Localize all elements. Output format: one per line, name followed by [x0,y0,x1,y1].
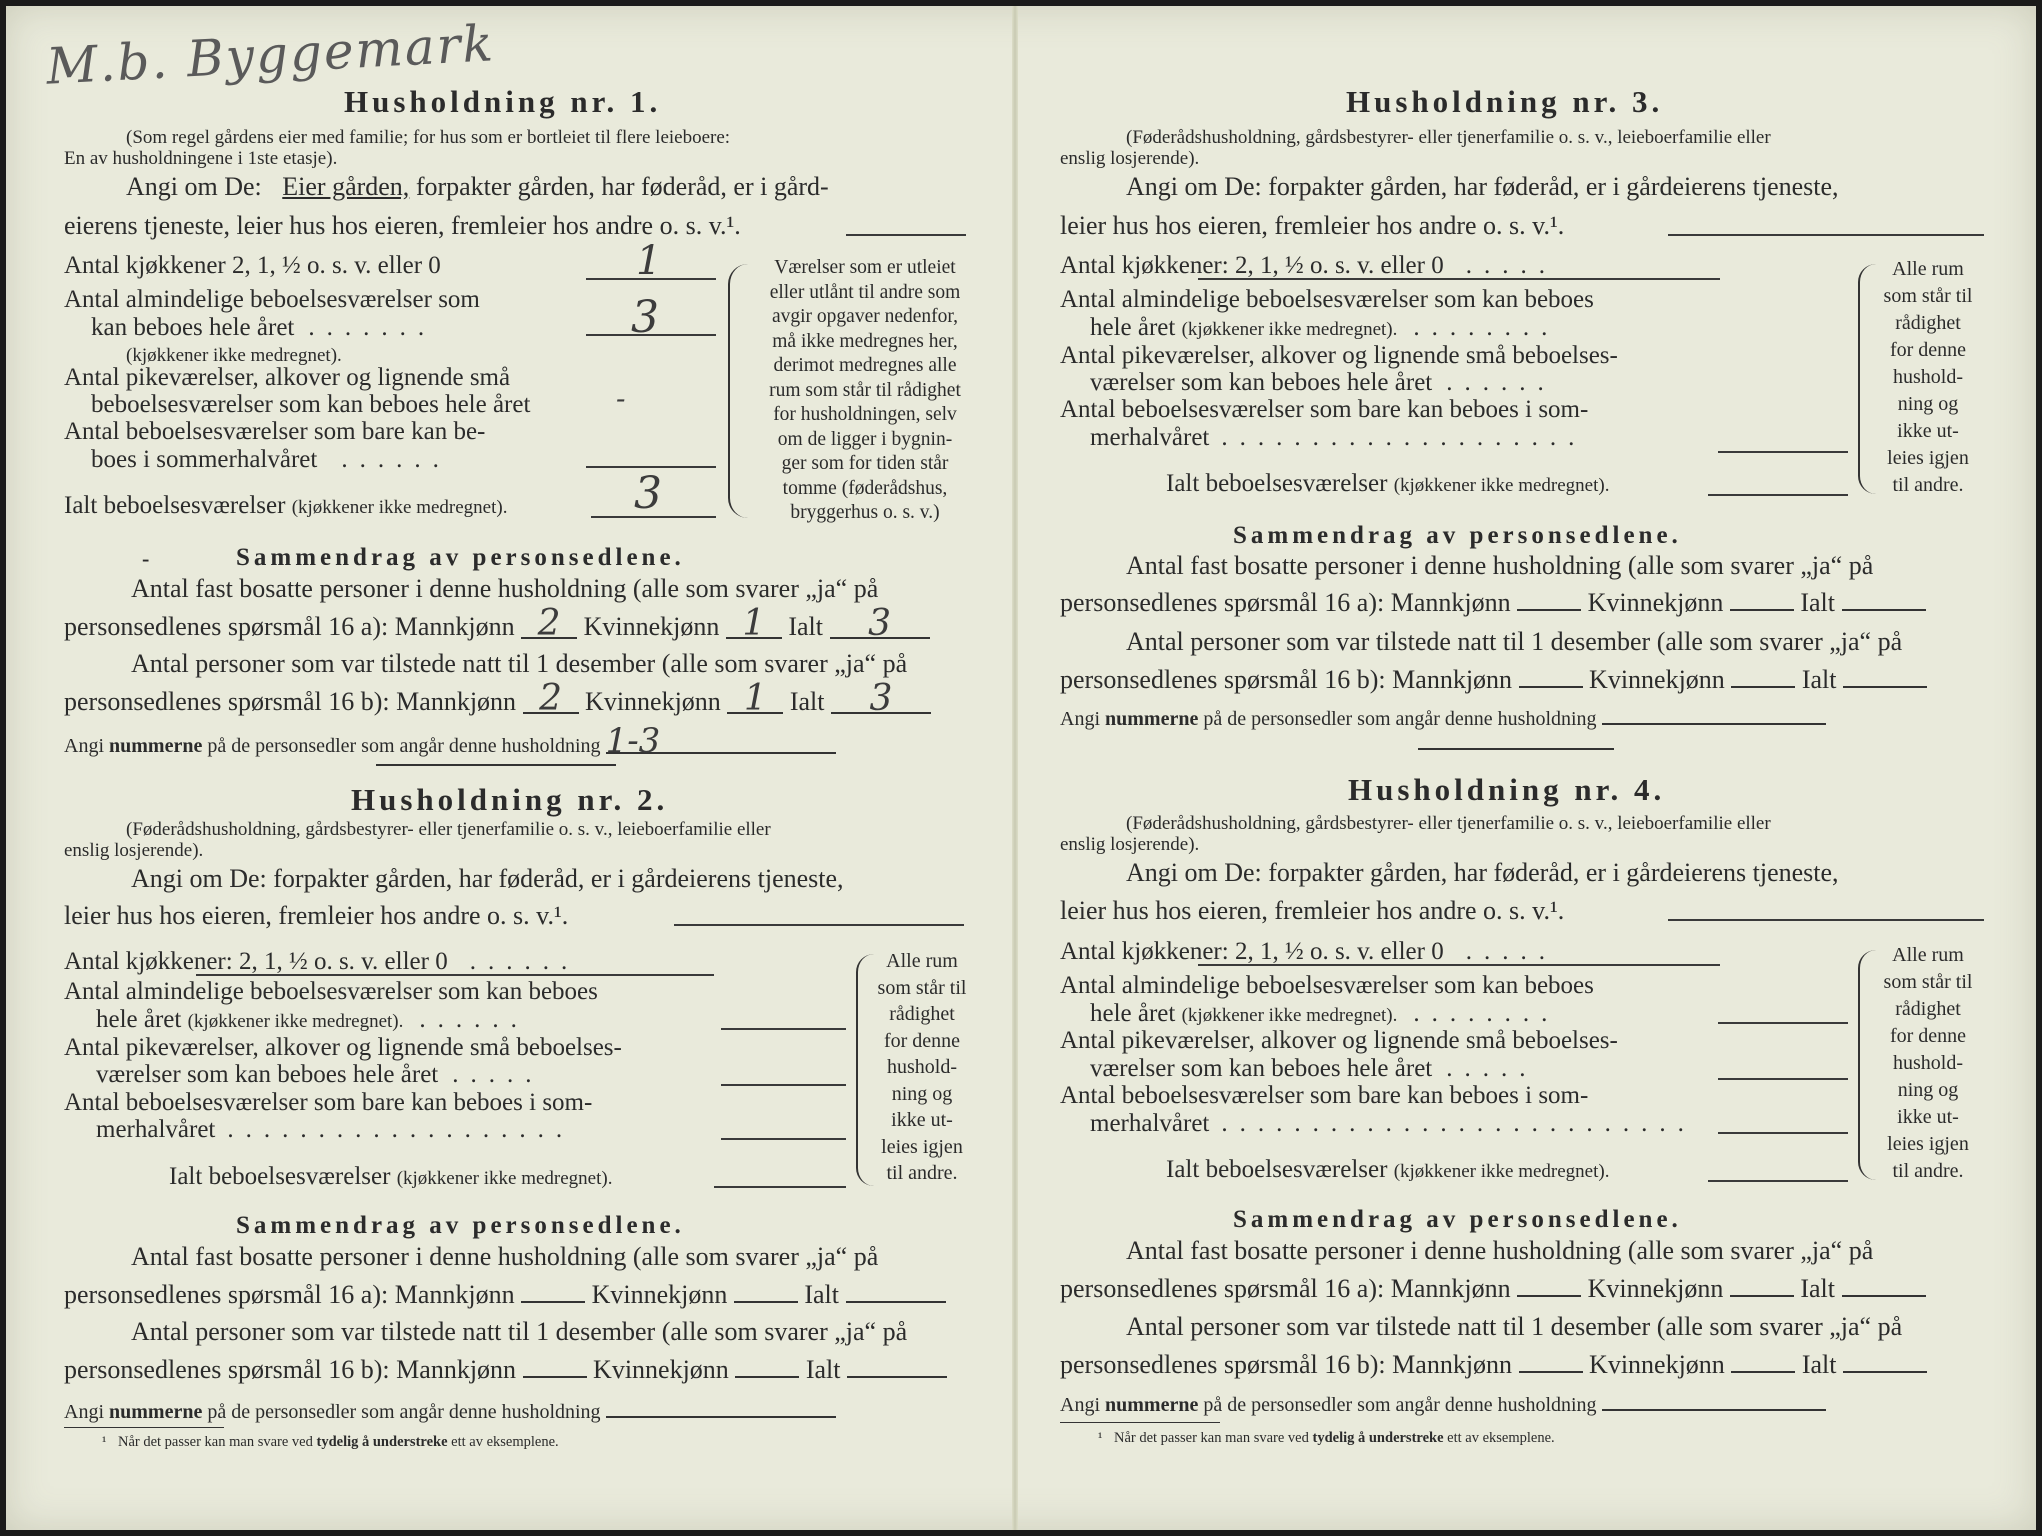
h2-summer-line [721,1138,846,1140]
right-page [1018,6,2036,1530]
footnote-right: ¹ Når det passer kan man svare ved tydelig å understreke ett av eksemplene. [1098,1430,1555,1446]
h1-angi-prefix: Angi om De: [126,172,262,201]
h1-brace-note-line: ger som for tiden står [781,453,949,474]
h4-fast-kvinne-blank [1730,1275,1794,1297]
h1-total-value: 3 [634,468,662,519]
h3-summary-title: Sammendrag av personsedlene. [1233,522,1682,549]
h1-natt-mann-value: 2 [523,686,579,714]
h2-note-line1: (Føderådshusholdning, gårdsbestyrer- eller tjenerfamilie o. s. v., leieboerfamilie eller [126,819,771,840]
h3-angi-line2: leier hus hos eieren, fremleier hos andre o. s. v.¹. [1060,211,1565,240]
h4-summer-label1: Antal beboelsesværelser som bare kan beboes i som- [1060,1082,1589,1109]
h3-natt-mann-blank [1519,666,1583,688]
h1-angi-underlined-answer: Eier gården, [282,172,410,201]
h1-rooms-label3: (kjøkkener ikke medregnet). [126,345,342,366]
left-page [6,6,1012,1530]
h4-nummer-line: Angi nummerne på de personsedler som angår denne husholdning [1060,1394,1826,1417]
household-4-title: Husholdning nr. 4. [1348,772,1666,807]
h4-note-line2: enslig losjerende). [1060,834,1200,855]
h4-brace-note-line: ikke ut- [1897,1106,1959,1128]
h1-brace-note-line: rum som står til rådighet [769,379,961,401]
h1-rooms-value: 3 [631,292,659,343]
h1-nummer-line: Angi nummerne på de personsedler som angår denne husholdning 1-3 [64,730,836,758]
h2-kitchens-label: Antal kjøkkener: 2, 1, ½ o. s. v. eller 0 ...... [64,948,580,975]
h2-brace-note-line: ikke ut- [891,1109,953,1131]
h3-natt-line2: personsedlenes spørsmål 16 b): Mannkjønn Kvinnekjønn Ialt [1060,665,1927,695]
h4-brace-note-line: for denne [1889,1025,1967,1047]
h2-summary-title: Sammendrag av personsedlene. [236,1212,685,1239]
h3-small-rooms-label2: værelser som kan beboes hele året ...... [1090,369,1556,396]
h4-brace-note-line: rådighet [1895,998,1961,1020]
h3-fast-ialt-blank [1842,589,1926,611]
h3-summer-line [1718,451,1848,453]
h4-small-rooms-label1: Antal pikeværelser, alkover og lignende små beboelses- [1060,1027,1618,1054]
h3-kitchens-line [1198,278,1720,280]
h2-natt-line1: Antal personer som var tilstede natt til 1 desember (alle som svarer „ja“ på [131,1317,908,1346]
h1-fast-kvinne-value: 1 [726,611,782,639]
h1-summer-label1: Antal beboelsesværelser som bare kan be- [64,418,486,445]
h1-brace-note-line: bryggerhus o. s. v.) [790,502,940,523]
h2-note-line2: enslig losjerende). [64,840,204,861]
h1-brace [728,264,748,518]
h4-natt-kvinne-blank [1731,1351,1795,1373]
h4-summary-title: Sammendrag av personsedlene. [1233,1206,1682,1233]
h4-kitchens-label: Antal kjøkkener: 2, 1, ½ o. s. v. eller 0 ..... [1060,938,1557,965]
household-3-title: Husholdning nr. 3. [1346,84,1664,119]
h4-rooms-label2: hele året (kjøkkener ikke medregnet). ........ [1090,1000,1560,1027]
footnote-rule-left [64,1427,224,1428]
h3-fast-line1: Antal fast bosatte personer i denne husholdning (alle som svarer „ja“ på [1126,551,1874,580]
h2-fast-ialt-blank [846,1281,946,1303]
h2-natt-kvinne-blank [735,1356,799,1378]
h4-angi-line1: Angi om De: forpakter gården, har føderåd, er i gårdeierens tjeneste, [1126,858,1839,887]
h2-rooms-label1: Antal almindelige beboelsesværelser som kan beboes [64,978,598,1005]
h2-brace-note-line: rådighet [889,1003,955,1025]
h3-brace-note-line: for denne [1889,339,1967,361]
h1-h2-separator [376,764,616,766]
h2-fast-line2: personsedlenes spørsmål 16 a): Mannkjønn Kvinnekjønn Ialt [64,1280,946,1310]
h2-brace-note-line: til andre. [886,1162,958,1184]
h1-brace-note-line: må ikke medregnes her, [772,330,958,352]
h2-small-rooms-label2: værelser som kan beboes hele året ..... [96,1061,544,1088]
h3-total-line [1708,494,1848,496]
footnote-left: ¹ Når det passer kan man svare ved tydelig å understreke ett av eksemplene. [102,1434,559,1450]
margin-note: M.b. Byggemark [44,14,497,96]
h2-brace-note-line: for denne [883,1029,961,1052]
h4-fast-ialt-blank [1842,1275,1926,1297]
household-2-title: Husholdning nr. 2. [351,782,669,817]
h1-brace-note-line: eller utlånt til andre som [769,281,961,303]
h4-fast-line2: personsedlenes spørsmål 16 a): Mannkjønn Kvinnekjønn Ialt [1060,1274,1926,1304]
h4-angi-line2: leier hus hos eieren, fremleier hos andre o. s. v.¹. [1060,896,1565,925]
h1-brace-note-line: om de ligger i bygnin- [777,428,953,450]
h1-angi-rest: forpakter gården, har føderåd, er i gård- [415,172,829,201]
h4-rooms-line [1718,1022,1848,1024]
h3-brace-note-line: rådighet [1895,312,1961,334]
h3-small-rooms-label1: Antal pikeværelser, alkover og lignende små beboelses- [1060,342,1618,369]
h2-nummer-blank [606,1402,836,1418]
h4-natt-ialt-blank [1843,1351,1927,1373]
h4-summer-label2: merhalvåret .......................... [1090,1110,1696,1137]
h4-natt-mann-blank [1519,1351,1583,1373]
h3-brace-note-line: leies igjen [1887,447,1969,469]
h3-rooms-label1: Antal almindelige beboelsesværelser som kan beboes [1060,286,1594,313]
h1-brace-note-line: Værelser som er utleiet [774,257,956,278]
h4-total-line [1708,1180,1848,1182]
h1-natt-line2: personsedlenes spørsmål 16 b): Mannkjønn 2 Kvinnekjønn 1 Ialt 3 [64,686,931,717]
h3-natt-ialt-blank [1843,666,1927,688]
h1-brace-note-line: derimot medregnes alle [773,355,957,376]
h3-brace-note-line: til andre. [1892,474,1964,496]
h2-angi-line2: leier hus hos eieren, fremleier hos andre o. s. v.¹. [64,901,569,930]
h4-brace-note-line: ning og [1897,1079,1959,1101]
h2-natt-ialt-blank [847,1356,947,1378]
h2-brace-note [870,948,974,1187]
h2-rooms-line [721,1028,846,1030]
h1-dash: - [142,546,150,571]
h2-small-rooms-label1: Antal pikeværelser, alkover og lignende små beboelses- [64,1034,622,1061]
h1-brace-note [746,256,984,526]
h2-summer-label2: merhalvåret ................... [96,1116,575,1143]
h2-fast-line1: Antal fast bosatte personer i denne husholdning (alle som svarer „ja“ på [131,1242,879,1271]
h4-rooms-label1: Antal almindelige beboelsesværelser som kan beboes [1060,972,1594,999]
h2-small-rooms-line [721,1084,846,1086]
h3-fast-kvinne-blank [1730,589,1794,611]
h3-summer-label2: merhalvåret .................... [1090,424,1587,451]
h3-brace-note-line: ikke ut- [1897,420,1959,442]
h2-summer-label1: Antal beboelsesværelser som bare kan beboes i som- [64,1089,593,1116]
h3-nummer-line: Angi nummerne på de personsedler som angår denne husholdning [1060,708,1826,731]
h2-brace-note-line: hushold- [887,1056,957,1078]
h1-kitchens-value: 1 [636,238,662,284]
h1-angi-answer-line [846,234,966,236]
h1-brace-note-line: tomme (føderådshus, [782,477,948,499]
h3-fast-line2: personsedlenes spørsmål 16 a): Mannkjønn Kvinnekjønn Ialt [1060,588,1926,618]
h1-nummer-value: 1-3 [606,730,836,754]
h2-angi-line1: Angi om De: forpakter gården, har føderåd, er i gårdeierens tjeneste, [131,864,844,893]
h1-natt-kvinne-value: 1 [727,686,783,714]
h2-brace-note-line: ning og [891,1082,953,1105]
h4-brace-note-line: til andre. [1892,1160,1964,1182]
h2-brace-note-line: leies igjen [881,1135,963,1158]
h1-note-line1: (Som regel gårdens eier med familie; for hus som er bortleiet til flere leieboere: [126,127,731,148]
h1-natt-ialt-value: 3 [831,686,931,714]
h2-brace-note-line: Alle rum [886,950,958,972]
h2-natt-mann-blank [523,1356,587,1378]
h4-natt-line1: Antal personer som var tilstede natt til 1 desember (alle som svarer „ja“ på [1126,1312,1903,1341]
census-form-sheet [6,6,2036,1530]
h1-small-rooms-label2: beboelsesværelser som kan beboes hele året [91,391,531,418]
h3-angi-answer-line [1668,234,1984,236]
h4-total-label: Ialt beboelsesværelser (kjøkkener ikke medregnet). [1166,1156,1610,1183]
h4-brace-note-line: som står til [1883,971,1973,993]
h1-small-rooms-value: - [616,382,626,415]
h2-brace-note-line: som står til [877,976,967,999]
h1-brace-note-line: for husholdningen, selv [773,404,957,425]
h1-summary-title: Sammendrag av personsedlene. [236,544,685,571]
h4-natt-line2: personsedlenes spørsmål 16 b): Mannkjønn Kvinnekjønn Ialt [1060,1350,1927,1380]
h1-total-label: Ialt beboelsesværelser (kjøkkener ikke medregnet). [64,492,508,519]
h1-natt-line1: Antal personer som var tilstede natt til 1 desember (alle som svarer „ja“ på [131,649,908,678]
h3-note-line1: (Føderådshusholdning, gårdsbestyrer- eller tjenerfamilie o. s. v., leieboerfamilie eller [1126,127,1771,148]
h3-kitchens-label: Antal kjøkkener: 2, 1, ½ o. s. v. eller 0 ..... [1060,252,1557,279]
h4-note-line1: (Føderådshusholdning, gårdsbestyrer- eller tjenerfamilie o. s. v., leieboerfamilie eller [1126,813,1771,834]
h3-angi-line1: Angi om De: forpakter gården, har føderåd, er i gårdeierens tjeneste, [1126,172,1839,201]
h1-angi-line1 [126,172,829,202]
h2-total-line [714,1186,846,1188]
h3-brace-note-line: som står til [1883,285,1973,307]
h1-note-line2: En av husholdningene i 1ste etasje). [64,148,338,169]
h1-kitchens-label: Antal kjøkkener 2, 1, ½ o. s. v. eller 0 [64,252,441,279]
h2-rooms-label2: hele året (kjøkkener ikke medregnet). ...... [96,1006,529,1033]
h4-brace-note [1872,942,1984,1185]
h1-fast-line1: Antal fast bosatte personer i denne husholdning (alle som svarer „ja“ på [131,574,879,603]
h1-fast-mann-value: 2 [521,611,577,639]
footnote-rule-right [1060,1422,1220,1423]
h3-brace-note-line: hushold- [1893,366,1963,388]
h2-fast-kvinne-blank [734,1281,798,1303]
h2-fast-mann-blank [521,1281,585,1303]
h3-summer-label1: Antal beboelsesværelser som bare kan beboes i som- [1060,396,1589,423]
h1-fast-line2: personsedlenes spørsmål 16 a): Mannkjønn 2 Kvinnekjønn 1 Ialt 3 [64,611,930,642]
h3-total-label: Ialt beboelsesværelser (kjøkkener ikke medregnet). [1166,470,1610,497]
h1-small-rooms-label1: Antal pikeværelser, alkover og lignende små [64,364,511,391]
h2-natt-line2: personsedlenes spørsmål 16 b): Mannkjønn Kvinnekjønn Ialt [64,1355,947,1385]
h3-fast-mann-blank [1517,589,1581,611]
h3-h4-separator [1418,748,1614,750]
h4-brace-note-line: Alle rum [1892,944,1964,966]
h4-brace-note-line: leies igjen [1887,1133,1969,1155]
h4-kitchens-line [1198,964,1720,966]
h1-summer-label2: boes i sommerhalvåret ...... [91,446,451,473]
h1-angi-line2: eierens tjeneste, leier hus hos eieren, fremleier hos andre o. s. v.¹. [64,211,741,240]
household-1-title: Husholdning nr. 1. [344,84,662,119]
h4-nummer-blank [1602,1395,1826,1411]
h1-rooms-label2: kan beboes hele året ....... [91,314,437,341]
h3-note-line2: enslig losjerende). [1060,148,1200,169]
h3-natt-line1: Antal personer som var tilstede natt til 1 desember (alle som svarer „ja“ på [1126,627,1903,656]
h3-brace-note [1872,256,1984,499]
h4-fast-mann-blank [1517,1275,1581,1297]
h2-total-label: Ialt beboelsesværelser (kjøkkener ikke medregnet). [169,1163,613,1190]
h4-fast-line1: Antal fast bosatte personer i denne husholdning (alle som svarer „ja“ på [1126,1236,1874,1265]
h3-brace-note-line: ning og [1897,393,1959,415]
h4-brace-note-line: hushold- [1893,1052,1963,1074]
h2-nummer-line: Angi nummerne på de personsedler som angår denne husholdning [64,1401,836,1424]
h3-nummer-blank [1602,709,1826,725]
h4-small-rooms-line [1718,1078,1848,1080]
h4-angi-answer-line [1668,919,1984,921]
h1-fast-ialt-value: 3 [830,611,930,639]
h3-brace-note-line: Alle rum [1892,258,1964,280]
h1-rooms-label1: Antal almindelige beboelsesværelser som [64,286,480,313]
h2-kitchens-line [196,974,714,976]
h3-rooms-label2: hele året (kjøkkener ikke medregnet). ........ [1090,314,1560,341]
h1-brace-note-line: avgir opgaver nedenfor, [771,306,958,327]
h3-natt-kvinne-blank [1731,666,1795,688]
h4-summer-line [1718,1132,1848,1134]
h2-angi-answer-line [674,924,964,926]
h4-small-rooms-label2: værelser som kan beboes hele året ..... [1090,1055,1538,1082]
